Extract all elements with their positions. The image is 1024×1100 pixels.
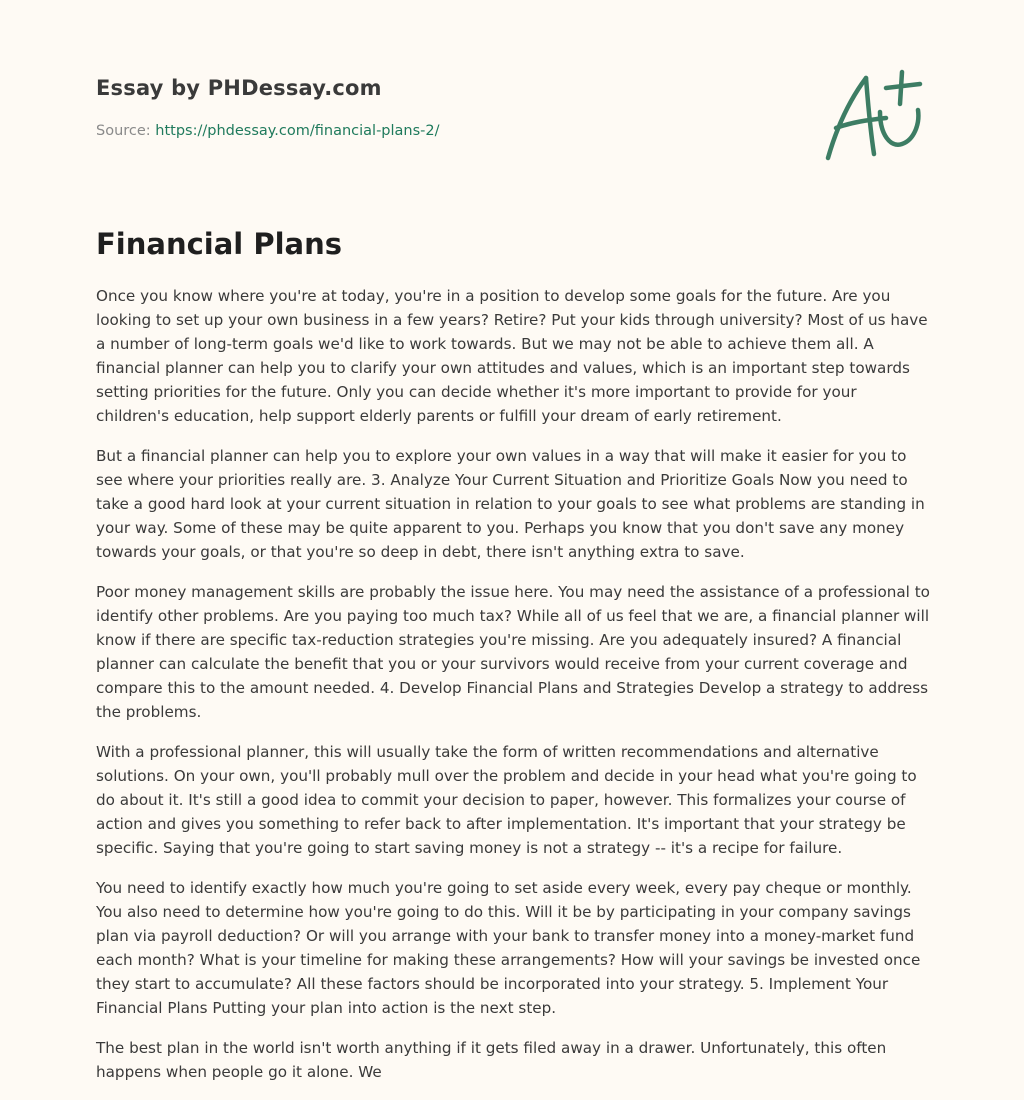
essay-paragraph: But a financial planner can help you to explore your own values in a way that will make it easier for you to see where your priorities really are. 3. Analyze Your Current Situation and Prioritize Goals Now you need to take a good hard look at your current situation in relation to your goals to see what problems are standing in your way. Some of these may be quite apparent to you. Perhaps you know that you don't save any money towards your goals, or that you're so deep in debt, there isn't anything extra to save. — [96, 447, 925, 561]
source-label: Source: — [96, 123, 151, 139]
page-header — [96, 0, 932, 200]
site-title: Essay by PHDessay.com — [96, 76, 382, 100]
essay-paragraph: Once you know where you're at today, you're in a position to develop some goals for the future. Are you looking to set up your own business in a few years? Retire? Put your kids through university? Most of us have a number of long-term goals we'd like to work towards. But we may not be able to achieve them all. A financial planner can help you to clarify your own attitudes and values, which is an important step towards setting priorities for the future. Only you can decide whether it's more important to provide for your children's education, help support elderly parents or fulfill your dream of early retirement. — [96, 287, 928, 425]
essay-page — [96, 0, 932, 1081]
source-link[interactable]: https://phdessay.com/financial-plans-2/ — [155, 123, 440, 139]
essay-paragraph: With a professional planner, this will usually take the form of written recommendations and alternative solutions. On your own, you'll probably mull over the problem and decide in your head what you're going to do about it. It's still a good idea to commit your decision to paper, however. This formalizes your course of action and gives you something to refer back to after implementation. It's important that your strategy be specific. Saying that you're going to start saving money is not a strategy -- it's a recipe for failure. — [96, 743, 917, 857]
essay-paragraph: Poor money management skills are probably the issue here. You may need the assistance of a professional to identify other problems. Are you paying too much tax? While all of us feel that we are, a financial planner will know if there are specific tax-reduction strategies you're missing. Are you adequately insured? A financial planner can calculate the benefit that you or your survivors would receive from your current coverage and compare this to the amount needed. 4. Develop Financial Plans and Strategies Develop a strategy to address the problems. — [96, 583, 930, 721]
source-line — [96, 123, 440, 139]
essay-paragraph: You need to identify exactly how much you're going to set aside every week, every pay cheque or monthly. You also need to determine how you're going to do this. Will it be by participating in your company savings plan via payroll deduction? Or will you arrange with your bank to transfer money into a money-market fund each month? What is your timeline for making these arrangements? How will your savings be invested once they start to accumulate? All these factors should be incorporated into your strategy. 5. Implement Your Financial Plans Putting your plan into action is the next step. — [96, 879, 921, 1017]
essay-paragraph: The best plan in the world isn't worth anything if it gets filed away in a drawer. Unfortunately, this often happens when people go it alone. We — [96, 1039, 887, 1081]
a-plus-logo-icon — [822, 68, 926, 164]
essay-body — [96, 284, 932, 1100]
essay-title: Financial Plans — [96, 227, 343, 261]
